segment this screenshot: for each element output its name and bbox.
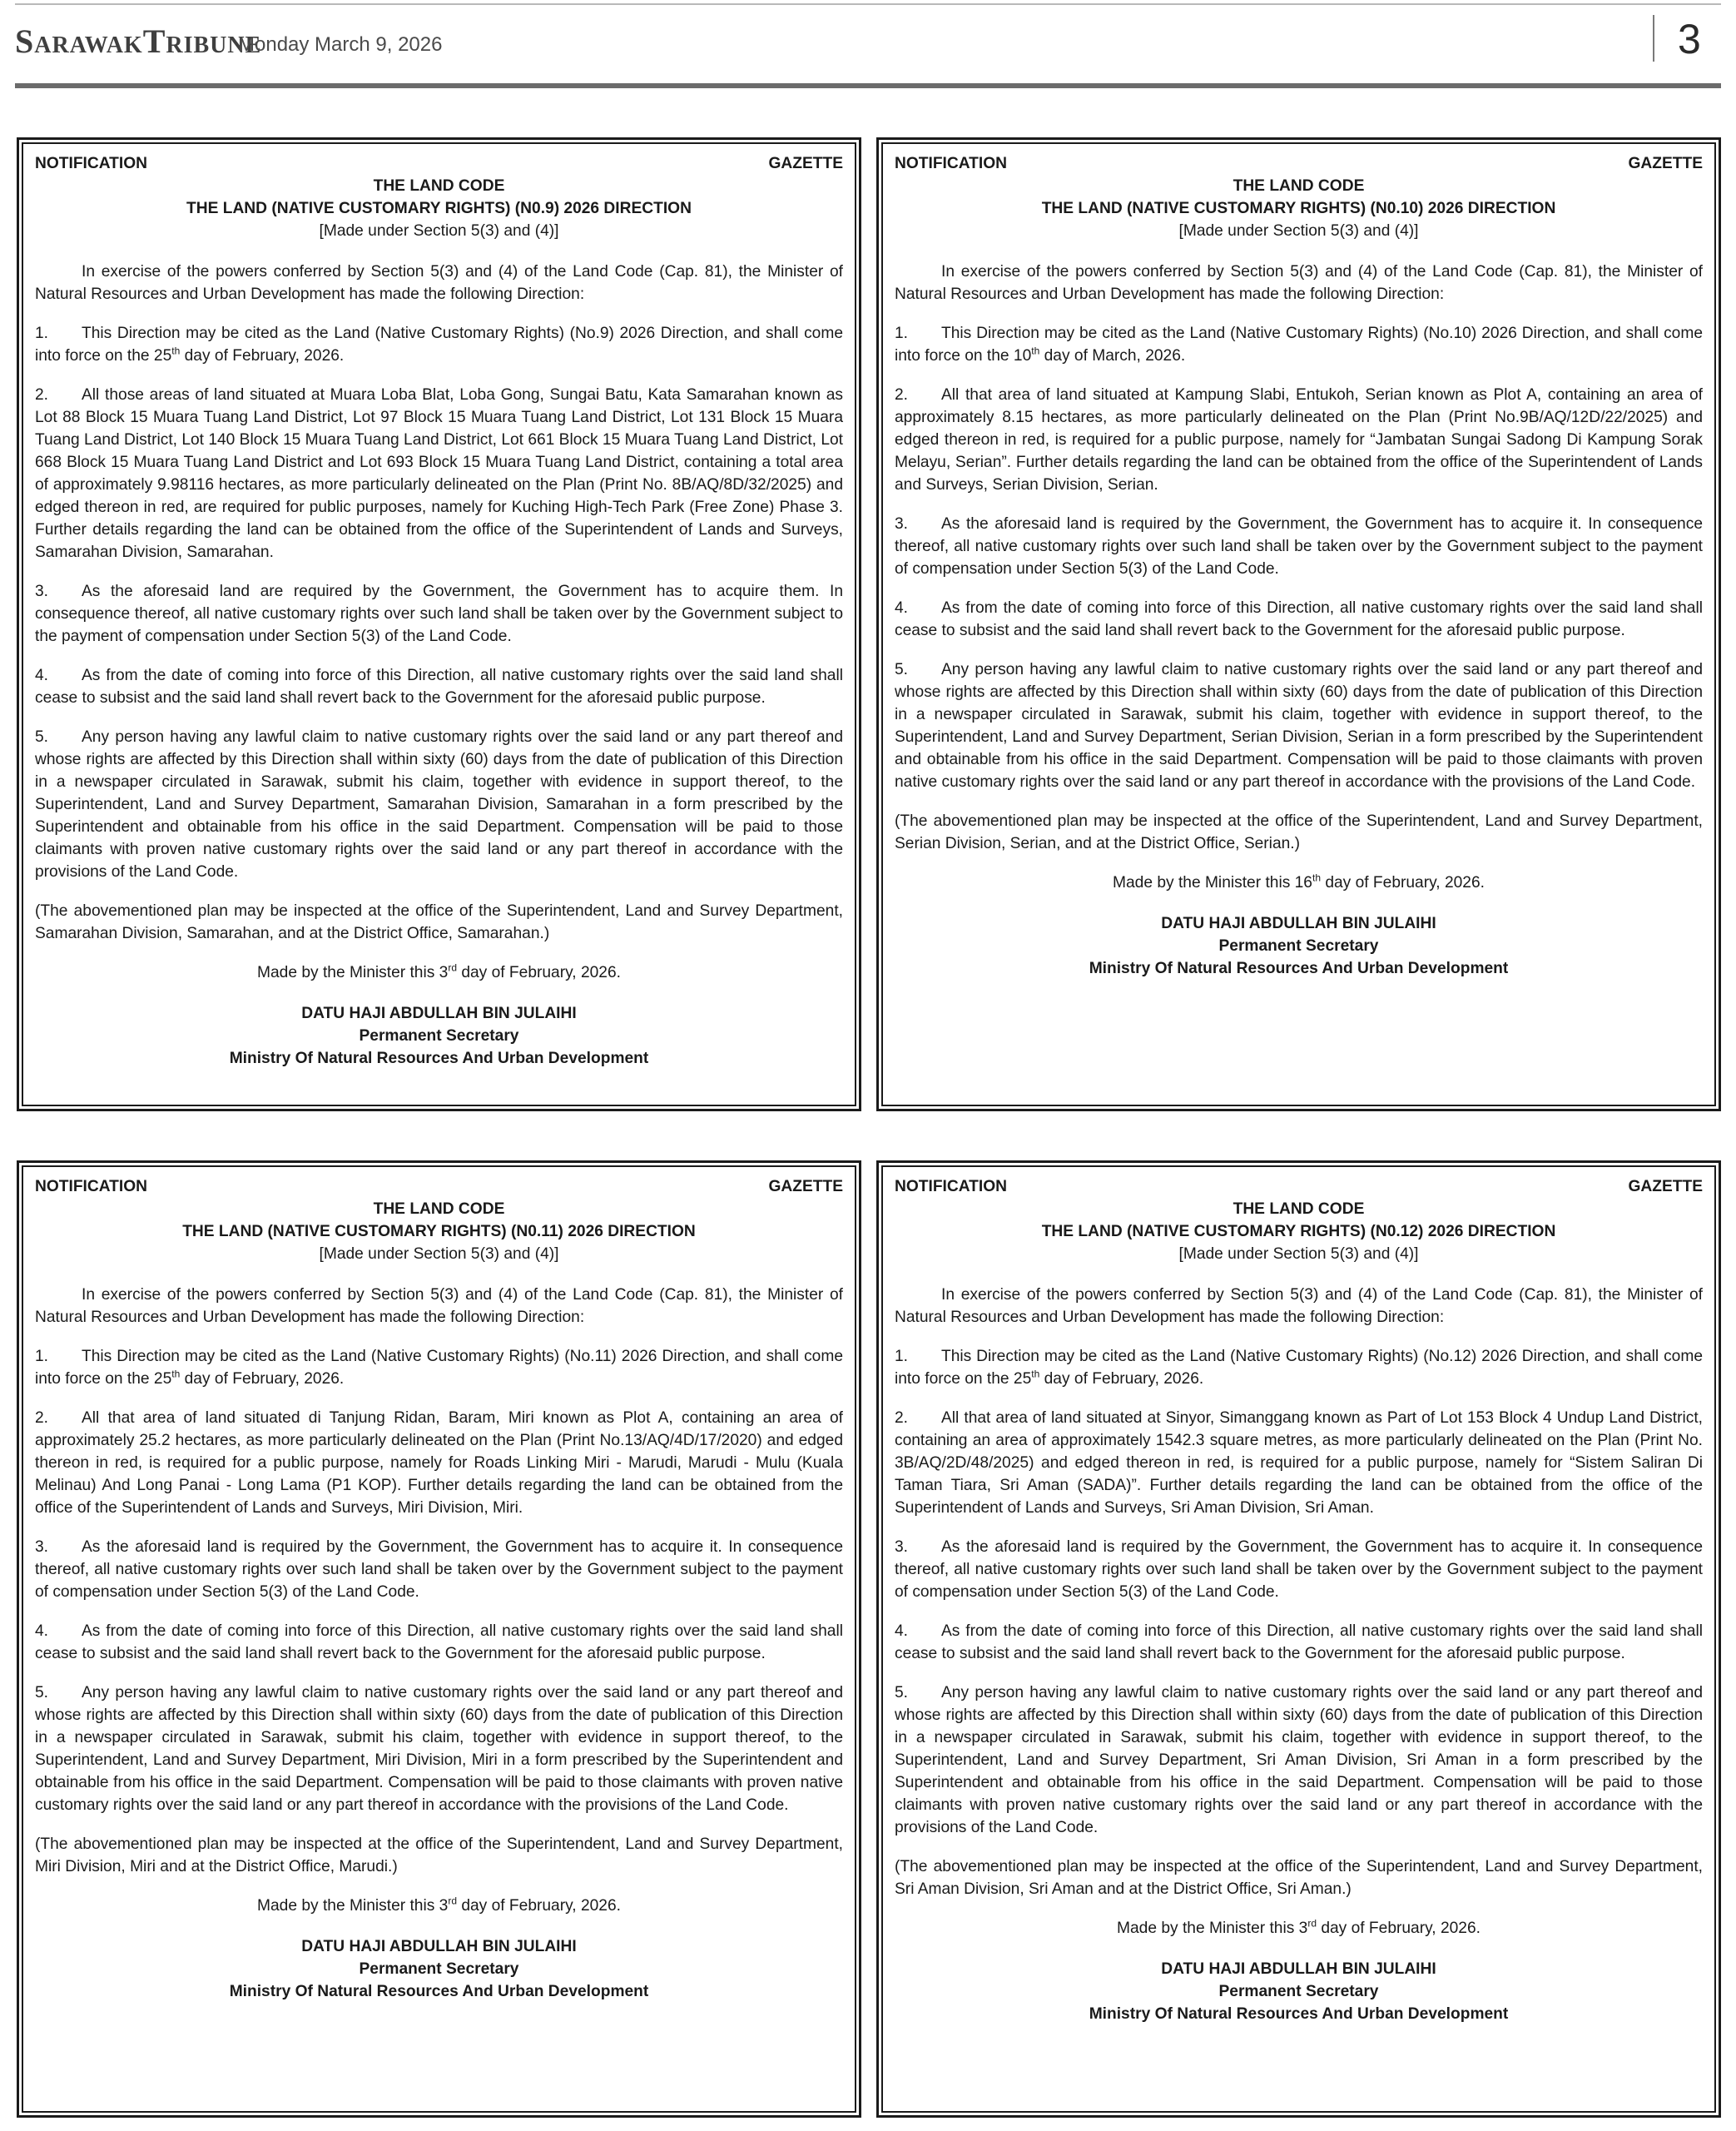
direction-title: THE LAND (NATIVE CUSTOMARY RIGHTS) (N0.12) 2026 DIRECTION (1041, 1223, 1556, 1240)
masthead (15, 0, 1721, 87)
paragraph-1 (35, 322, 843, 367)
notice-inner-border (881, 142, 1716, 1106)
paragraph-number: 1. (35, 325, 49, 342)
plan-inspection-note: (The abovementioned plan may be inspected at the office of the Superintendent, Land and Survey Department, Samarahan Division, Samarahan, and at the District Office, Samarahan.) (35, 902, 843, 942)
ordinal-suffix: rd (1307, 1917, 1317, 1930)
notice-header (895, 1175, 1703, 1198)
paragraph-5 (895, 1681, 1703, 1839)
paragraph-number: 4. (895, 599, 909, 617)
made-by-date: day of February, 2026. (457, 964, 621, 981)
paragraph-number: 3. (35, 1538, 49, 1556)
paragraph-number: 5. (35, 1684, 49, 1701)
signatory-ministry: Ministry Of Natural Resources And Urban Development (1089, 960, 1509, 977)
issue-date: Monday March 9, 2026 (238, 33, 443, 56)
signatory-title: Permanent Secretary (359, 1027, 519, 1045)
paragraph-1 (895, 1345, 1703, 1390)
signatory-title: Permanent Secretary (1218, 1983, 1379, 2000)
ordinal-suffix: rd (448, 961, 457, 974)
paragraph-3 (35, 580, 843, 648)
signatory-ministry: Ministry Of Natural Resources And Urban Development (229, 1050, 649, 1067)
paragraph-number: 3. (895, 1538, 909, 1556)
made-by-date: day of February, 2026. (1321, 874, 1485, 892)
paragraph-number: 2. (35, 386, 49, 404)
notification-label: NOTIFICATION (35, 155, 148, 172)
paragraph-4 (895, 1620, 1703, 1665)
made-by-date: day of February, 2026. (457, 1897, 621, 1915)
gazette-notice-no11 (17, 1160, 861, 2118)
ordinal-suffix: th (1031, 345, 1040, 357)
paragraph-4 (35, 664, 843, 709)
paragraph-text: As the aforesaid land is required by the Government, the Government has to acquire it. In consequence thereof, all native customary rights over such land shall be taken over by the Government subject to the payment of compensation under Section 5(3) of the Land Code. (35, 1538, 843, 1601)
paragraph-number: 2. (35, 1409, 49, 1427)
paragraph-text: As the aforesaid land are required by the Government, the Government has to acquire them. In consequence thereof, all native customary rights over such land shall be taken over by the Government subject to the payment of compensation under Section 5(3) of the Land Code. (35, 583, 843, 645)
paragraph-number: 1. (35, 1348, 49, 1365)
paragraph-text: Any person having any lawful claim to native customary rights over the said land or any part thereof and whose rights are affected by this Direction shall within sixty (60) days from the date of publication of this Direction in a newspaper circulated in Sarawak, submit his claim, together with evidence in support thereof, to the Superintendent, Land and Survey Department, Serian Division, Serian in a form prescribed by the Superintendent and obtainable from his office in the said Department. Compensation will be paid to those claimants with proven native customary rights over the said land or any part thereof in accordance with the provisions of the Land Code. (895, 661, 1703, 791)
paragraph-number: 1. (895, 325, 909, 342)
signatory-title: Permanent Secretary (1218, 937, 1379, 955)
paragraph-text: As from the date of coming into force of this Direction, all native customary rights over the said land shall cease to subsist and the said land shall revert back to the Government for the aforesaid public purpose. (895, 599, 1703, 639)
paragraph-text-tail: day of February, 2026. (1039, 1370, 1204, 1388)
paragraph-text: Any person having any lawful claim to native customary rights over the said land or any part thereof and whose rights are affected by this Direction shall within sixty (60) days from the date of publication of this Direction in a newspaper circulated in Sarawak, submit his claim, together with evidence in support thereof, to the Superintendent, Land and Survey Department, Samarahan Division, Samarahan in a form prescribed by the Superintendent and obtainable from his office in the said Department. Compensation will be paid to those claimants with proven native customary rights over the said land or any part thereof in accordance with the provisions of the Land Code. (35, 728, 843, 881)
direction-title: THE LAND (NATIVE CUSTOMARY RIGHTS) (N0.10) 2026 DIRECTION (1041, 200, 1556, 217)
plan-inspection-note: (The abovementioned plan may be inspected at the office of the Superintendent, Land and Survey Department, Serian Division, Serian, and at the District Office, Serian.) (895, 812, 1703, 852)
paragraph-text: As from the date of coming into force of this Direction, all native customary rights over the said land shall cease to subsist and the said land shall revert back to the Government for the aforesaid public purpose. (895, 1622, 1703, 1662)
made-by-line (895, 872, 1703, 894)
paragraph-text: As the aforesaid land is required by the Government, the Government has to acquire it. In consequence thereof, all native customary rights over such land shall be taken over by the Government subject to the payment of compensation under Section 5(3) of the Land Code. (895, 515, 1703, 578)
newspaper-logo: SarawakTribune (15, 22, 262, 60)
land-code-heading: THE LAND CODE (373, 177, 505, 195)
plan-inspection-note: (The abovementioned plan may be inspected at the office of the Superintendent, Land and Survey Department, Sri Aman Division, Sri Aman and at the District Office, Sri Aman.) (895, 1858, 1703, 1898)
made-under-line: [Made under Section 5(3) and (4)] (319, 222, 559, 240)
made-under-line: [Made under Section 5(3) and (4)] (1178, 1245, 1419, 1263)
direction-title: THE LAND (NATIVE CUSTOMARY RIGHTS) (N0.11) 2026 DIRECTION (182, 1223, 696, 1240)
signatory-ministry: Ministry Of Natural Resources And Urban Development (1089, 2005, 1509, 2023)
paragraph-number: 5. (895, 661, 909, 678)
paragraph-text: All that area of land situated at Kampung Slabi, Entukoh, Serian known as Plot A, containing an area of approximately 8.15 hectares, as more particularly delineated on the Plan (Print No.9B/AQ/12D/22/2025) and edged thereon in red, is required for a public purpose, namely for “Jambatan Sungai Sadong Di Kampung Sorak Melayu, Serian”. Further details regarding the land can be obtained from the office of the Superintendent of Lands and Surveys, Serian Division, Serian. (895, 386, 1703, 494)
notice-header (35, 152, 843, 175)
paragraph-number: 5. (35, 728, 49, 746)
paragraph-text: Any person having any lawful claim to native customary rights over the said land or any part thereof and whose rights are affected by this Direction shall within sixty (60) days from the date of publication of this Direction in a newspaper circulated in Sarawak, submit his claim, together with evidence in support thereof, to the Superintendent, Land and Survey Department, Sri Aman Division, Sri Aman in a form prescribed by the Superintendent and obtainable from his office in the said Department. Compensation will be paid to those claimants with proven native customary rights over the said land or any part thereof in accordance with the provisions of the Land Code. (895, 1684, 1703, 1836)
signatory-name: DATU HAJI ABDULLAH BIN JULAIHI (1161, 915, 1436, 932)
notice-inner-border (22, 142, 856, 1106)
notice-title-block (35, 1198, 843, 1265)
signatory-name: DATU HAJI ABDULLAH BIN JULAIHI (301, 1938, 577, 1955)
notification-label: NOTIFICATION (895, 1178, 1008, 1195)
paragraph-4 (35, 1620, 843, 1665)
plan-inspection-note: (The abovementioned plan may be inspected at the office of the Superintendent, Land and Survey Department, Miri Division, Miri and at the District Office, Marudi.) (35, 1835, 843, 1875)
ordinal-suffix: th (171, 1368, 181, 1380)
paragraph-2 (895, 1407, 1703, 1519)
made-by-line (895, 1917, 1703, 1940)
notice-header (895, 152, 1703, 175)
paragraph-number: 4. (35, 1622, 49, 1640)
notice-header (35, 1175, 843, 1198)
paragraph-text-tail: day of February, 2026. (180, 1370, 345, 1388)
made-by-date: day of February, 2026. (1317, 1920, 1481, 1937)
notification-label: NOTIFICATION (35, 1178, 148, 1195)
intro-paragraph: In exercise of the powers conferred by Section 5(3) and (4) of the Land Code (Cap. 81), the Minister of Natural Resources and Urban Development has made the following Direction: (35, 263, 843, 303)
ordinal-suffix: th (1312, 872, 1321, 884)
paragraph-text-tail: day of February, 2026. (180, 347, 345, 365)
direction-title: THE LAND (NATIVE CUSTOMARY RIGHTS) (N0.9) 2026 DIRECTION (186, 200, 692, 217)
made-by-text: Made by the Minister this 3 (257, 1897, 449, 1915)
notice-title-block (35, 175, 843, 242)
gazette-label: GAZETTE (1628, 1178, 1703, 1195)
notice-inner-border (22, 1165, 856, 2113)
intro-paragraph: In exercise of the powers conferred by Section 5(3) and (4) of the Land Code (Cap. 81), the Minister of Natural Resources and Urban Development has made the following Direction: (35, 1286, 843, 1326)
land-code-heading: THE LAND CODE (1233, 177, 1365, 195)
paragraph-text: As from the date of coming into force of this Direction, all native customary rights over the said land shall cease to subsist and the said land shall revert back to the Government for the aforesaid public purpose. (35, 1622, 843, 1662)
ordinal-suffix: th (171, 345, 181, 357)
paragraph-5 (35, 726, 843, 883)
paragraph-text: Any person having any lawful claim to native customary rights over the said land or any part thereof and whose rights are affected by this Direction shall within sixty (60) days from the date of publication of this Direction in a newspaper circulated in Sarawak, submit his claim, together with evidence in support thereof, to the Superintendent, Land and Survey Department, Miri Division, Miri in a form prescribed by the Superintendent and obtainable from his office in the said Department. Compensation will be paid to those claimants with proven native customary rights over the said land or any part thereof in accordance with the provisions of the Land Code. (35, 1684, 843, 1814)
paragraph-number: 3. (895, 515, 909, 533)
intro-paragraph: In exercise of the powers conferred by Section 5(3) and (4) of the Land Code (Cap. 81), the Minister of Natural Resources and Urban Development has made the following Direction: (895, 1286, 1703, 1326)
paragraph-2 (35, 384, 843, 564)
gazette-notice-no12 (876, 1160, 1721, 2118)
paragraph-number: 4. (895, 1622, 909, 1640)
signatory-ministry: Ministry Of Natural Resources And Urban Development (229, 1983, 649, 2000)
masthead-rule (15, 83, 1721, 88)
signatory-title: Permanent Secretary (359, 1960, 519, 1978)
paragraph-number: 2. (895, 1409, 909, 1427)
paragraph-4 (895, 597, 1703, 642)
paragraph-5 (35, 1681, 843, 1816)
intro-paragraph: In exercise of the powers conferred by Section 5(3) and (4) of the Land Code (Cap. 81), the Minister of Natural Resources and Urban Development has made the following Direction: (895, 263, 1703, 303)
gazette-label: GAZETTE (768, 155, 843, 172)
paragraph-number: 2. (895, 386, 909, 404)
gazette-label: GAZETTE (768, 1178, 843, 1195)
paragraph-number: 5. (895, 1684, 909, 1701)
gazette-notice-no10 (876, 137, 1721, 1111)
notification-label: NOTIFICATION (895, 155, 1008, 172)
paragraph-text: As from the date of coming into force of this Direction, all native customary rights over the said land shall cease to subsist and the said land shall revert back to the Government for the aforesaid public purpose. (35, 667, 843, 707)
ordinal-suffix: rd (448, 1895, 457, 1907)
page-number: 3 (1678, 16, 1701, 62)
paragraph-text: This Direction may be cited as the Land (Native Customary Rights) (No.10) 2026 Direction, and shall come into force on the 10 (895, 325, 1703, 365)
paragraph-number: 1. (895, 1348, 909, 1365)
paragraph-3 (895, 1536, 1703, 1603)
paragraph-text: All those areas of land situated at Muara Loba Blat, Loba Gong, Sungai Batu, Kata Samarahan known as Lot 88 Block 15 Muara Tuang Land District, Lot 97 Block 15 Muara Tuang Land District, Lot 131 Block 15 Muara Tuang Land District, Lot 140 Block 15 Muara Tuang Land District, Lot 661 Block 15 Muara Tuang Land District, Lot 668 Block 15 Muara Tuang Land District and Lot 693 Block 15 Muara Tuang Land District, containing a total area of approximately 9.98116 hectares, as more particularly delineated on the Plan (Print No. 8B/AQ/8D/32/2025) and edged thereon in red, are required for public purposes, namely for Kuching High-Tech Park (Free Zone) Phase 3. Further details regarding the land can be obtained from the office of the Superintendent of Lands and Surveys, Samarahan Division, Samarahan. (35, 386, 843, 561)
made-by-line (35, 961, 843, 984)
paragraph-text: All that area of land situated di Tanjung Ridan, Baram, Miri known as Plot A, containing an area of approximately 25.2 hectares, as more particularly delineated on the Plan (Print No.13/AQ/4D/17/2020) and edged thereon in red, is required for a public purpose, namely for Roads Linking Miri - Marudi, Marudi - Mulu (Kuala Melinau) And Long Panai - Long Lama (P1 KOP). Further details regarding the land can be obtained from the office of the Superintendent of Lands and Surveys, Miri Division, Miri. (35, 1409, 843, 1517)
made-by-text: Made by the Minister this 16 (1113, 874, 1312, 892)
made-by-text: Made by the Minister this 3 (1117, 1920, 1308, 1937)
paragraph-2 (35, 1407, 843, 1519)
paragraph-1 (895, 322, 1703, 367)
gazette-notice-no9 (17, 137, 861, 1111)
masthead-top-line (15, 3, 1721, 5)
paragraph-text: All that area of land situated at Sinyor, Simanggang known as Part of Lot 153 Block 4 Undup Land District, containing an area of approximately 1542.3 square metres, as more particularly delineated on the Plan (Print No. 3B/AQ/2D/48/2025) and edged thereon in red, is required for a public purpose, namely for “Sistem Saliran Di Taman Tiara, Sri Aman (SADA)”. Further details regarding the land can be obtained from the office of the Superintendent of Lands and Surveys, Sri Aman Division, Sri Aman. (895, 1409, 1703, 1517)
notice-title-block (895, 175, 1703, 242)
paragraph-number: 4. (35, 667, 49, 684)
paragraph-number: 3. (35, 583, 49, 600)
ordinal-suffix: th (1031, 1368, 1040, 1380)
gazette-label: GAZETTE (1628, 155, 1703, 172)
notice-inner-border (881, 1165, 1716, 2113)
paragraph-3 (35, 1536, 843, 1603)
paragraph-5 (895, 658, 1703, 793)
made-by-line (35, 1895, 843, 1917)
made-under-line: [Made under Section 5(3) and (4)] (1178, 222, 1419, 240)
notice-title-block (895, 1198, 1703, 1265)
paragraph-text: As the aforesaid land is required by the Government, the Government has to acquire it. In consequence thereof, all native customary rights over such land shall be taken over by the Government subject to the payment of compensation under Section 5(3) of the Land Code. (895, 1538, 1703, 1601)
paragraph-text-tail: day of March, 2026. (1039, 347, 1186, 365)
masthead-divider (1653, 15, 1654, 62)
paragraph-text: This Direction may be cited as the Land (Native Customary Rights) (No.11) 2026 Direction, and shall come into force on the 25 (35, 1348, 843, 1388)
paragraph-1 (35, 1345, 843, 1390)
paragraph-text: This Direction may be cited as the Land (Native Customary Rights) (No.12) 2026 Direction, and shall come into force on the 25 (895, 1348, 1703, 1388)
made-by-text: Made by the Minister this 3 (257, 964, 449, 981)
signatory-name: DATU HAJI ABDULLAH BIN JULAIHI (301, 1005, 577, 1022)
signatory-name: DATU HAJI ABDULLAH BIN JULAIHI (1161, 1960, 1436, 1978)
paragraph-2 (895, 384, 1703, 496)
land-code-heading: THE LAND CODE (373, 1200, 505, 1218)
paragraph-text: This Direction may be cited as the Land (Native Customary Rights) (No.9) 2026 Direction, and shall come into force on the 25 (35, 325, 843, 365)
made-under-line: [Made under Section 5(3) and (4)] (319, 1245, 559, 1263)
land-code-heading: THE LAND CODE (1233, 1200, 1365, 1218)
paragraph-3 (895, 513, 1703, 580)
